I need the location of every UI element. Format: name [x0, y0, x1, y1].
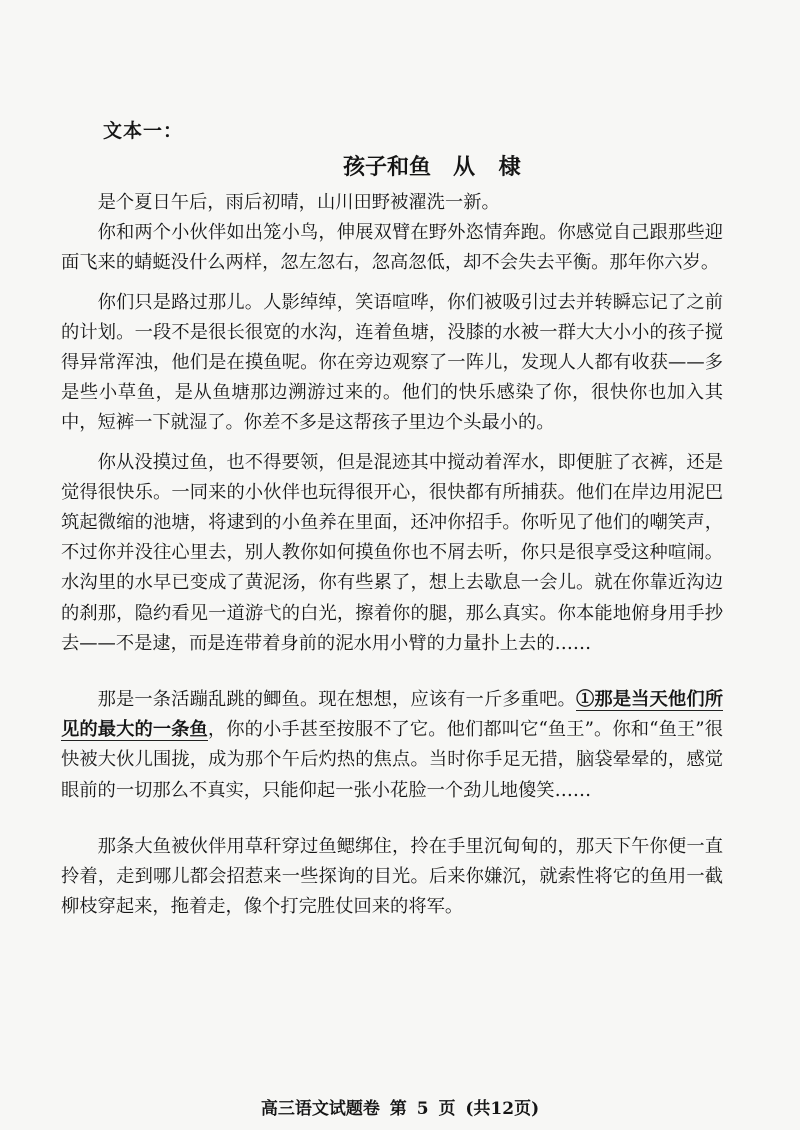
- paragraph: 你和两个小伙伴如出笼小鸟，伸展双臂在野外恣情奔跑。你感觉自己跟那些迎面飞来的蜻蜓没什么两样，忽左忽右，忽高忽低，却不会失去平衡。那年你六岁。: [61, 222, 723, 274]
- paragraph: 你们只是路过那儿。人影绰绰，笑语喧哗，你们被吸引过去并转瞬忘记了之前的计划。一段不是很长很宽的水沟，连着鱼塘，没膝的水被一群大大小小的孩子搅得异常浑浊，他们是在摸鱼呢。你在旁边观察了一阵儿，发现人人都有收获——多是些小草鱼，是从鱼塘那边溯游过来的。他们的快乐感染了你，很快你也加入其中，短裤一下就湿了。你差不多是这帮孩子里边个头最小的。: [61, 291, 723, 434]
- page-number: 5: [416, 1099, 429, 1119]
- paragraph-with-underline: [61, 685, 723, 806]
- underlined-sentence-1: ①那是当天他们所见的最大的一条鱼: [61, 689, 724, 741]
- exam-title: 高三语文试题卷: [260, 1099, 380, 1119]
- page-prefix: 第: [389, 1099, 407, 1119]
- paragraph: 是个夏日午后，雨后初晴，山川田野被濯洗一新。: [97, 192, 500, 213]
- paragraph-segment: ，你的小手甚至按服不了它。他们都叫它“鱼王”。你和“鱼王”很快被大伙儿围拢，成为那个午后灼热的焦点。当时你手足无措，脑袋晕晕的，感觉眼前的一切那么不真实，只能仰起一张小花脸一个劲儿地傻笑……: [61, 719, 724, 801]
- section-label: 文本一：: [103, 120, 184, 142]
- story-title: 孩子和鱼: [343, 154, 432, 180]
- paragraph: 那条大鱼被伙伴用草秆穿过鱼鳃绑住，拎在手里沉甸甸的，那天下午你便一直拎着，走到哪儿都会招惹来一些探询的目光。后来你嫌沉，就索性将它的鱼用一截柳枝穿起来，拖着走，像个打完胜仗回来的将军。: [61, 835, 723, 918]
- page-footer: [0, 1094, 800, 1119]
- page-suffix: 页: [438, 1099, 456, 1119]
- story-author: 从 棣: [453, 154, 529, 180]
- story-title-row: [343, 150, 529, 181]
- story-body: [61, 188, 723, 922]
- paragraph-segment: 那是一条活蹦乱跳的鲫鱼。现在想想，应该有一斤多重吧。: [97, 689, 576, 711]
- paragraph: 你从没摸过鱼，也不得要领，但是混迹其中搅动着浑水，即便脏了衣裤，还是觉得很快乐。一同来的小伙伴也玩得很开心，很快都有所捕获。他们在岸边用泥巴筑起微缩的池塘，将逮到的小鱼养在里面，还冲你招手。你听见了他们的嘲笑声，不过你并没往心里去，别人教你如何摸鱼你也不屑去听，你只是很享受这种喧闹。水沟里的水早已变成了黄泥汤，你有些累了，想上去歇息一会儿。就在你靠近沟边的刹那，隐约看见一道游弋的白光，擦着你的腿，那么真实。你本能地俯身用手抄去——不是逮，而是连带着身前的泥水用小臂的力量扑上去的……: [61, 451, 723, 654]
- page-total: (共12页): [465, 1099, 540, 1119]
